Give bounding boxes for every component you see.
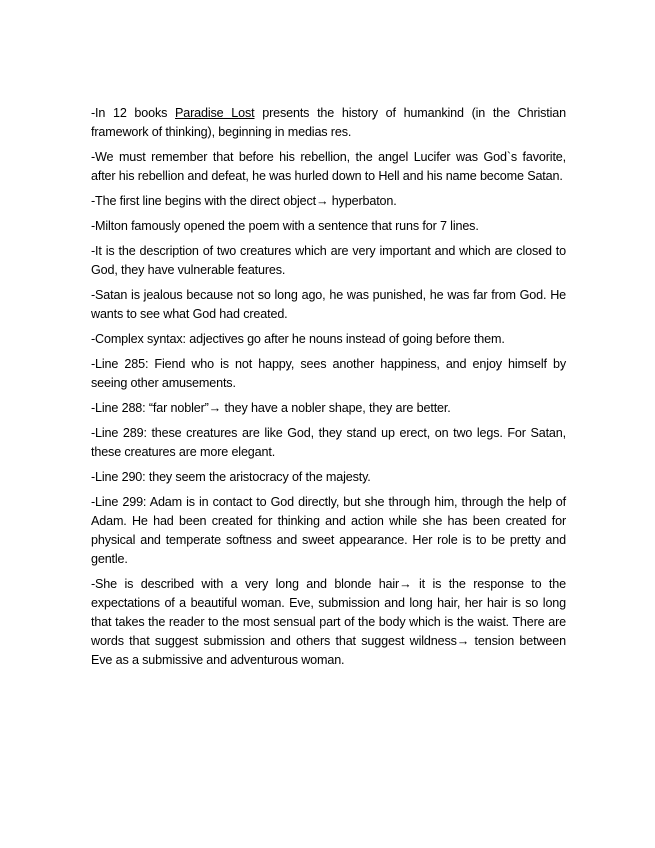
paragraph-text: -In 12 books <box>91 106 176 120</box>
paragraph <box>91 493 566 569</box>
paragraph-text: -We must remember that before his rebellion, the angel Lucifer was God`s favorite, after his rebellion and defeat, he was hurled down to Hell and his name become Satan. <box>91 150 566 183</box>
paragraph-text: -Line 290: they seem the aristocracy of the majesty. <box>91 470 371 484</box>
paragraph <box>91 217 566 236</box>
paragraph <box>91 330 566 349</box>
paragraph <box>91 424 566 462</box>
paragraph-text: -Line 285: Fiend who is not happy, sees another happiness, and enjoy himself by seeing other amusements. <box>91 357 566 390</box>
paragraph <box>91 575 566 670</box>
paragraph <box>91 242 566 280</box>
paragraph-text: -She is described with a very long and blonde hair→ it is the response to the expectations of a beautiful woman. Eve, submission and long hair, her hair is so long that takes the reader to the most sensual part of the body which is the waist. There are words that suggest submission and others that suggest wildness→ tension between Eve as a submissive and adventurous woman. <box>91 577 566 667</box>
paragraph-text: -Line 288: “far nobler”→ they have a nobler shape, they are better. <box>91 401 451 415</box>
paragraph-text: presents the history of humankind (in the Christian framework of thinking), beginning in medias res. <box>91 106 567 139</box>
document-page <box>91 104 566 676</box>
underlined-title: Paradise Lost <box>175 106 255 120</box>
paragraph-text: -The first line begins with the direct object→ hyperbaton. <box>91 194 397 208</box>
paragraph <box>91 104 566 142</box>
paragraph-text: -It is the description of two creatures which are very important and which are closed to God, they have vulnerable features. <box>91 244 566 277</box>
paragraph-text: -Line 299: Adam is in contact to God directly, but she through him, through the help of Adam. He had been created for thinking and action while she has been created for physical and temperate softness and sweet appearance. Her role is to be pretty and gentle. <box>91 495 566 566</box>
paragraph <box>91 468 566 487</box>
paragraph <box>91 148 566 186</box>
paragraph <box>91 286 566 324</box>
paragraph-text: -Satan is jealous because not so long ago, he was punished, he was far from God. He wants to see what God had created. <box>91 288 566 321</box>
paragraph-text: -Complex syntax: adjectives go after he nouns instead of going before them. <box>91 332 505 346</box>
paragraph <box>91 399 566 418</box>
paragraph <box>91 192 566 211</box>
paragraph-text: -Line 289: these creatures are like God, they stand up erect, on two legs. For Satan, these creatures are more elegant. <box>91 426 566 459</box>
paragraph-text: -Milton famously opened the poem with a sentence that runs for 7 lines. <box>91 219 479 233</box>
paragraph <box>91 355 566 393</box>
